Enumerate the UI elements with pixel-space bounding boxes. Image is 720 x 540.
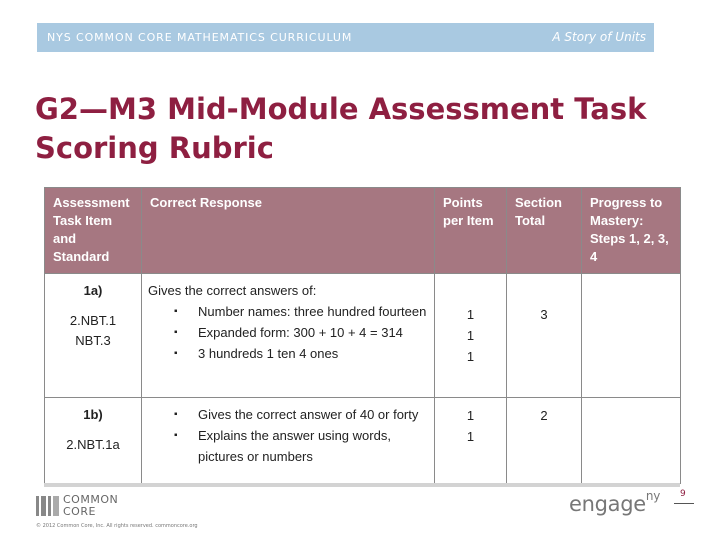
col-header-response: Correct Response [142, 188, 435, 274]
item-cell [45, 274, 142, 398]
table-bottom-divider [44, 483, 680, 487]
points-value: 1 [466, 349, 475, 364]
response-item: ▪ Gives the correct answer of 40 or forty [148, 404, 428, 425]
page-number: 9 [680, 489, 686, 499]
item-cell [45, 398, 142, 484]
points-cell [435, 274, 507, 398]
copyright: © 2012 Common Core, Inc. All rights reserved. commoncore.org [36, 523, 198, 529]
points-cell [435, 398, 507, 484]
section-total-cell: 3 [507, 274, 582, 398]
page-title: G2—M3 Mid-Module Assessment Task Scoring Rubric [35, 92, 647, 165]
scoring-rubric-table [44, 187, 680, 483]
item-id: 1b) [83, 407, 103, 422]
progress-cell[interactable] [582, 398, 681, 484]
engage-text: engage [569, 492, 646, 516]
response-item: ▪ Explains the answer using words, pictures or numbers [148, 425, 428, 467]
header-bar [37, 23, 654, 52]
response-item: ▪ Number names: three hundred fourteen [148, 301, 428, 322]
table-row [45, 398, 681, 484]
points-value: 1 [466, 328, 475, 343]
logo-bars-icon [36, 496, 60, 516]
engage-sup: ny [645, 489, 660, 503]
logo-text [63, 494, 118, 518]
col-header-section-total: Section Total [507, 188, 582, 274]
response-intro: Gives the correct answers of: [148, 283, 317, 298]
points-value: 1 [466, 307, 475, 322]
table-row [45, 274, 681, 398]
response-cell [142, 398, 435, 484]
logo-line2: CORE [63, 505, 96, 518]
engageny-logo [569, 489, 660, 516]
response-item: ▪ 3 hundreds 1 ten 4 ones [148, 343, 428, 364]
curriculum-label: NYS COMMON CORE MATHEMATICS CURRICULUM [47, 31, 353, 44]
response-cell [142, 274, 435, 398]
page-number-underline [674, 503, 694, 504]
points-value: 1 [466, 429, 475, 444]
points-value: 1 [466, 408, 475, 423]
response-item: ▪ Expanded form: 300 + 10 + 4 = 314 [148, 322, 428, 343]
col-header-progress: Progress to Mastery: Steps 1, 2, 3, 4 [582, 188, 681, 274]
standard-label: 2.NBT.1 [69, 313, 117, 328]
col-header-item: Assessment Task Item and Standard [45, 188, 142, 274]
standard-label: NBT.3 [75, 333, 111, 348]
table-header-row [45, 188, 681, 274]
standard-label: 2.NBT.1a [66, 437, 120, 452]
progress-cell[interactable] [582, 274, 681, 398]
logo-line1: COMMON [63, 493, 119, 506]
series-label: A Story of Units [552, 30, 646, 44]
item-id: 1a) [83, 283, 103, 298]
section-total-cell: 2 [507, 398, 582, 484]
col-header-points: Points per Item [435, 188, 507, 274]
